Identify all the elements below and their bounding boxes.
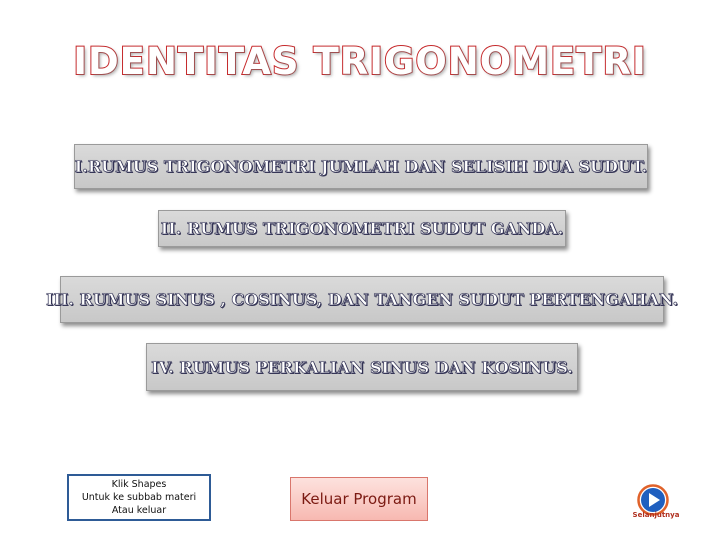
note-line-3: Atau keluar (111, 505, 167, 516)
menu-button-sudut-ganda[interactable]: II. RUMUS TRIGONOMETRI SUDUT GANDA. (158, 210, 566, 247)
exit-program-button[interactable]: Keluar Program (290, 477, 428, 521)
page-title: IDENTITAS TRIGONOMETRI (73, 40, 647, 83)
instruction-note (67, 474, 211, 521)
menu-button-perkalian[interactable]: IV. RUMUS PERKALIAN SINUS DAN KOSINUS. (146, 343, 578, 391)
note-line-1: Klik Shapes (111, 479, 167, 490)
menu-button-jumlah-selisih[interactable]: I.RUMUS TRIGONOMETRI JUMLAH DAN SELISIH DUA SUDUT. (74, 144, 648, 189)
menu-button-sudut-pertengahan[interactable]: III. RUMUS SINUS , COSINUS, DAN TANGEN SUDUT PERTENGAHAN. (60, 276, 664, 323)
next-label: Selanjutnya (632, 511, 680, 519)
note-line-2: Untuk ke subbab materi (81, 492, 197, 503)
next-button[interactable] (628, 484, 684, 524)
